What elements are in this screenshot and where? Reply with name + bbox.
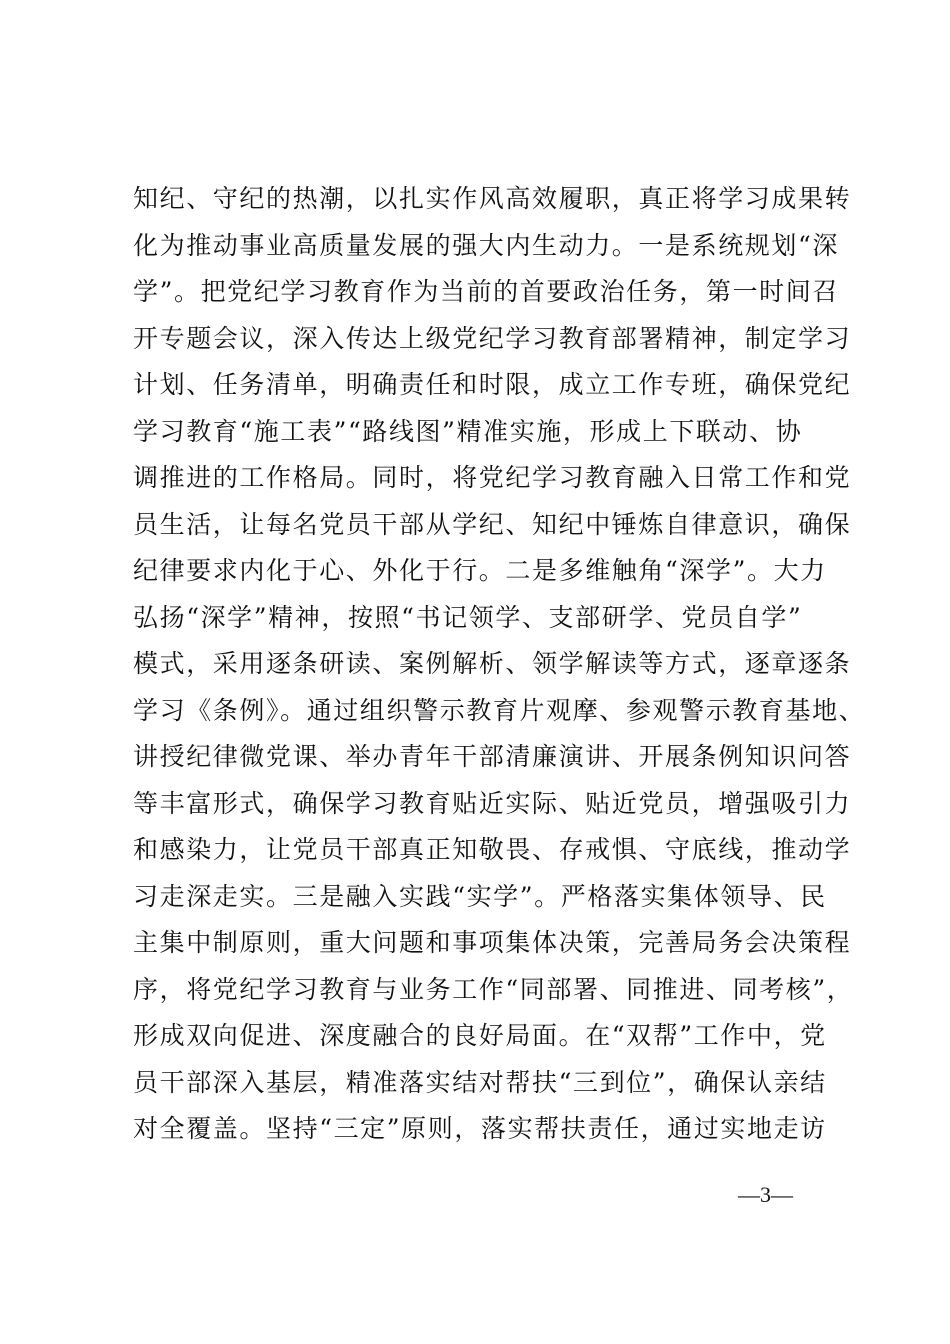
text-line-16: 习走深走实。三是融入实践“实学”。严格落实集体领导、民 [133,881,827,911]
text-line-5: 计划、任务清单，明确责任和时限，成立工作专班，确保党纪 [133,370,852,399]
text-line-10: 弘扬“深学”精神，按照“书记领学、支部研学、党员自学” [133,602,803,632]
text-line-9: 纪律要求内化于心、外化于行。二是多维触角“深学”。大力 [133,556,827,585]
page-number: —3— [738,1182,793,1207]
text-line-1: 知纪、守纪的热潮，以扎实作风高效履职，真正将学习成果转 [133,184,852,213]
text-line-7: 调推进的工作格局。同时，将党纪学习教育融入日常工作和党 [133,463,852,492]
text-line-3: 学”。把党纪学习教育作为当前的首要政治任务，第一时间召 [133,277,839,306]
text-line-12: 学习《条例》。通过组织警示教育片观摩、参观警示教育基地、 [133,695,866,725]
text-line-14: 等丰富形式，确保学习教育贴近实际、贴近党员，增强吸引力 [133,788,852,818]
text-line-18: 序，将党纪学习教育与业务工作“同部署、同推进、同考核”， [133,974,854,1004]
text-line-4: 开专题会议，深入传达上级党纪学习教育部署精神，制定学习 [133,323,852,353]
text-line-20: 员干部深入基层，精准落实结对帮扶“三到位”，确保认亲结 [133,1067,827,1097]
text-line-8: 员生活，让每名党员干部从学纪、知纪中锤炼自律意识，确保 [133,509,852,539]
text-line-17: 主集中制原则，重大问题和事项集体决策，完善局务会决策程 [133,928,852,957]
text-line-15: 和感染力，让党员干部真正知敬畏、存戒惧、守底线，推动学 [133,835,852,864]
text-line-11: 模式，采用逐条研读、案例解析、领学解读等方式，逐章逐条 [133,649,852,678]
text-line-21: 对全覆盖。坚持“三定”原则，落实帮扶责任，通过实地走访 [133,1114,827,1143]
text-line-6: 学习教育“施工表”“路线图”精准实施，形成上下联动、协 [133,416,803,446]
text-line-2: 化为推动事业高质量发展的强大内生动力。一是系统规划“深 [133,230,839,260]
text-line-19: 形成双向促进、深度融合的良好局面。在“双帮”工作中，党 [133,1021,827,1050]
body-text [133,176,866,1153]
text-line-13: 讲授纪律微党课、举办青年干部清廉演讲、开展条例知识问答 [133,742,852,771]
